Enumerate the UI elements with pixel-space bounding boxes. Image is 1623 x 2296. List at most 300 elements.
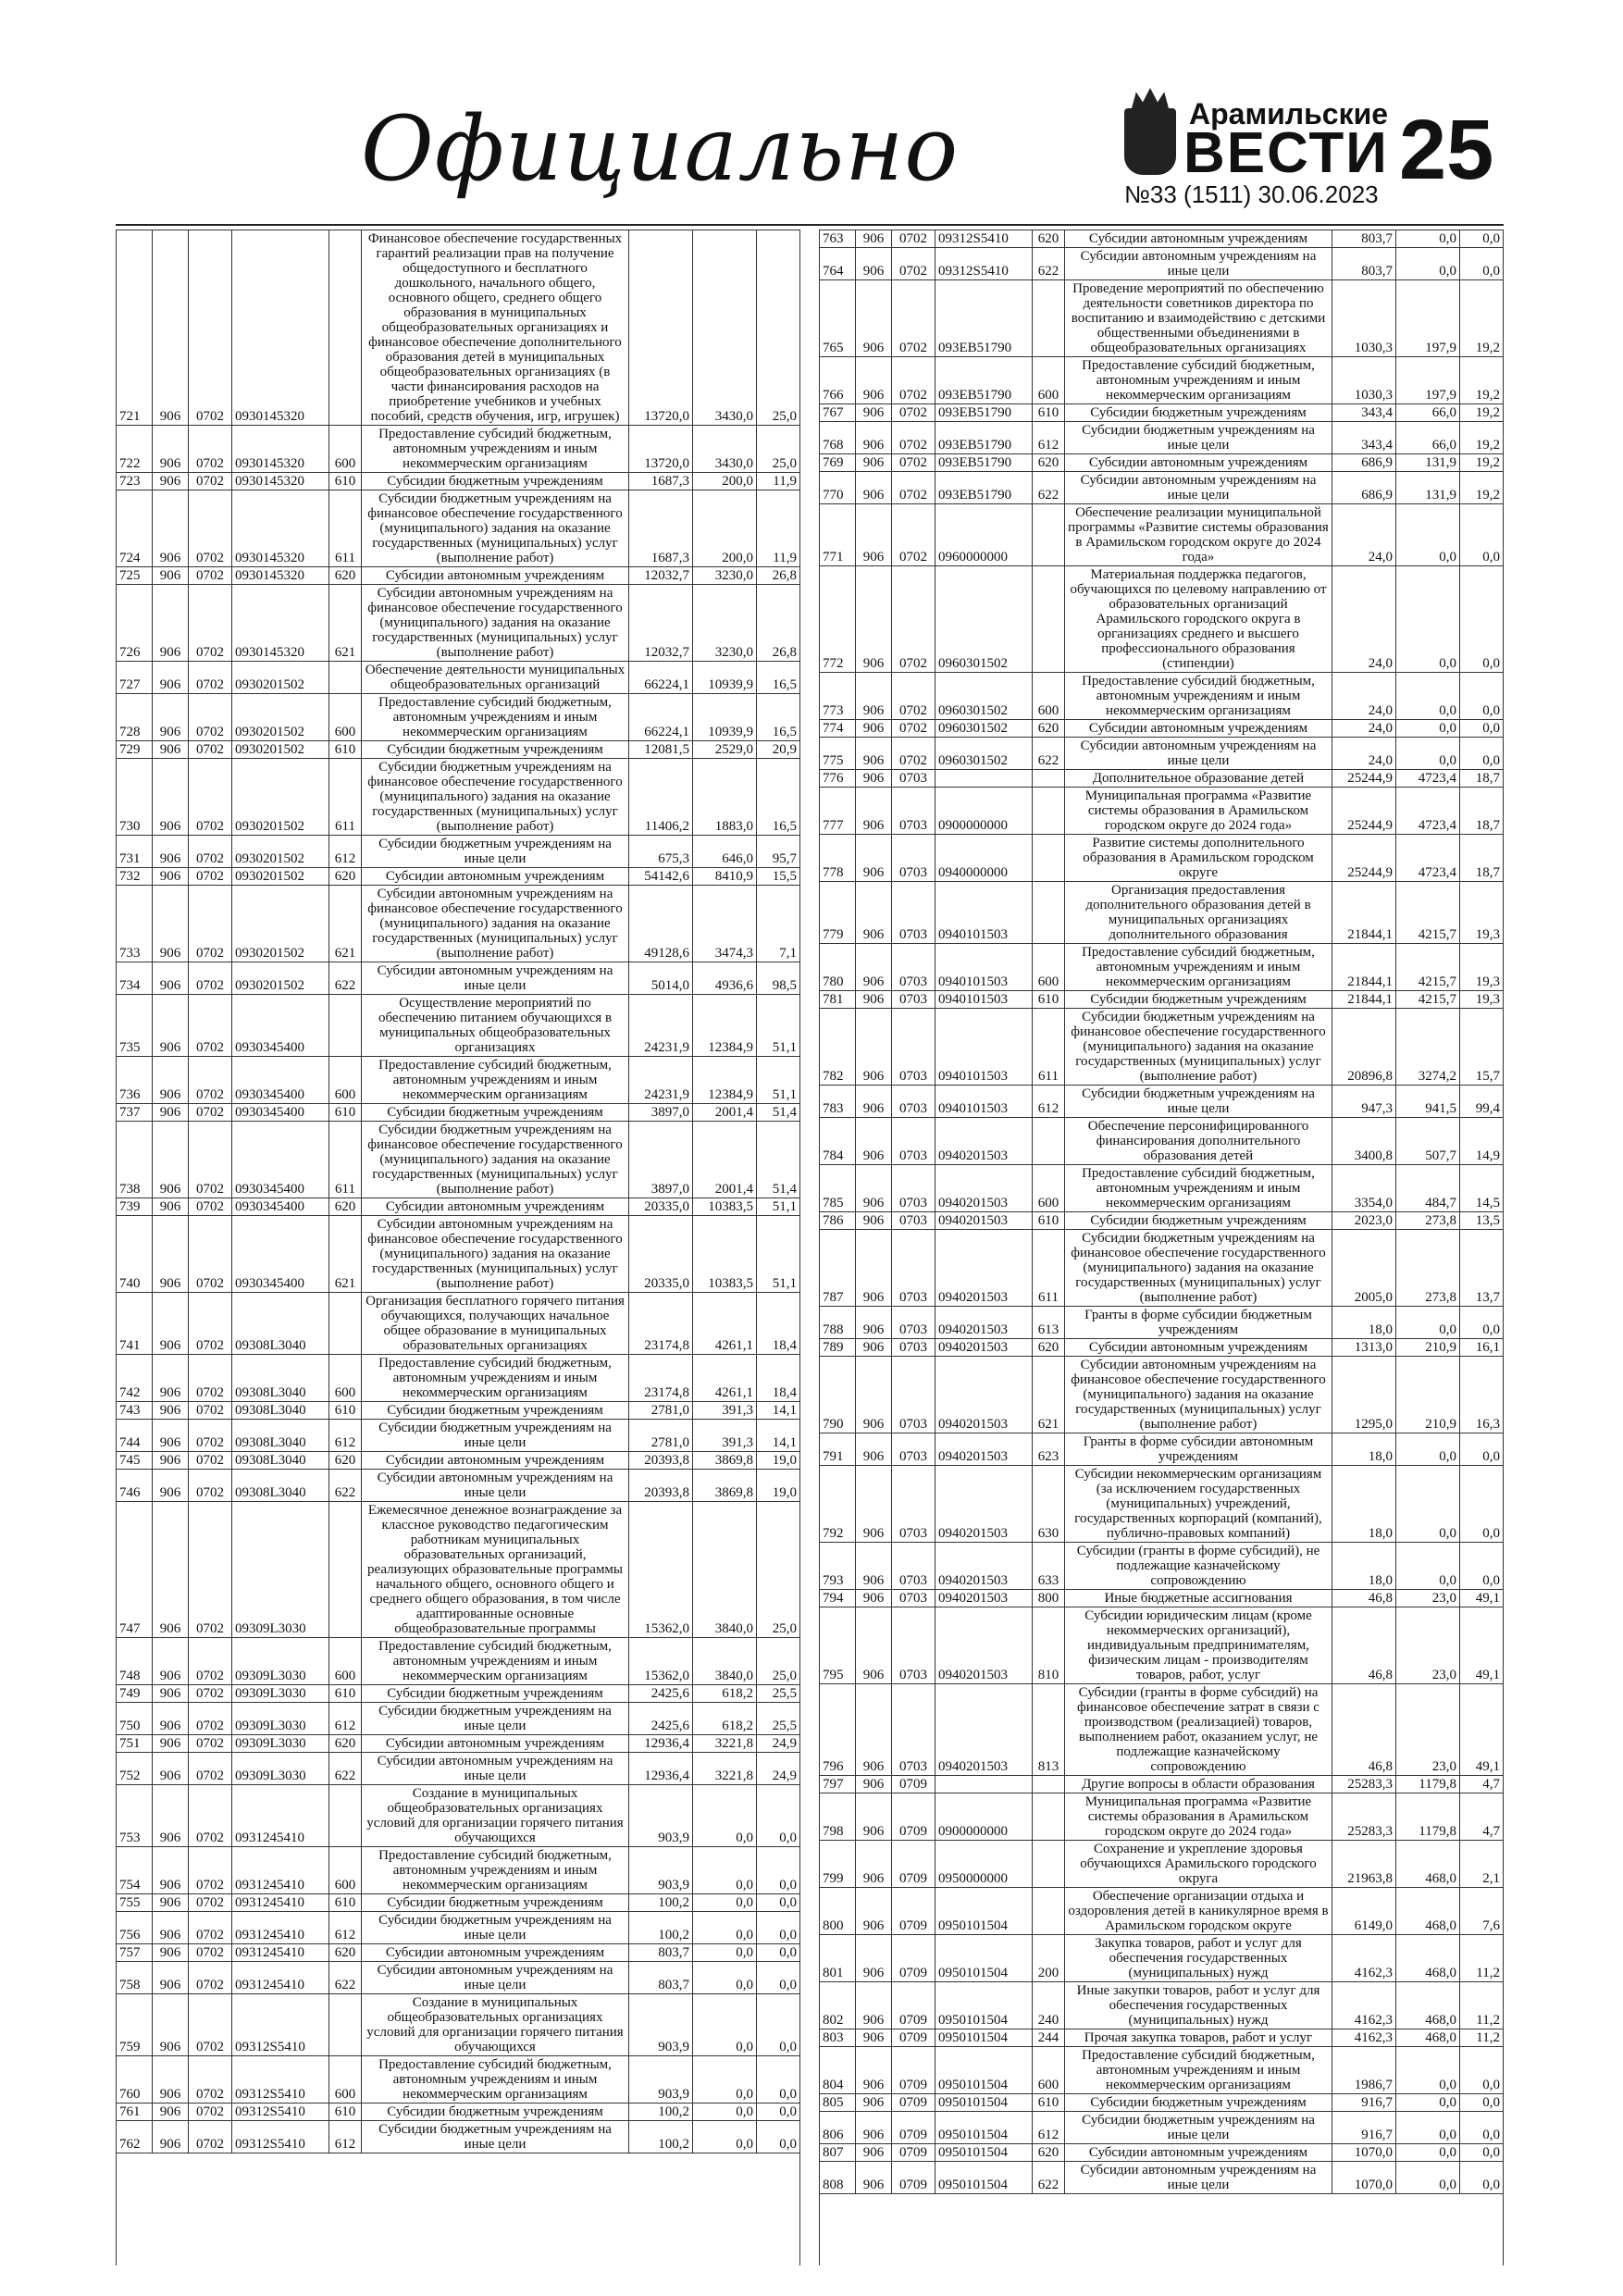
item-name: Субсидии бюджетным учреждениям на финансовое обеспечение государственного (муниципального) задания на оказание государственных (муниципальных) услуг (выполнение работ) <box>362 490 629 567</box>
target-code: 09308L3040 <box>232 1293 329 1355</box>
approved-amount: 686,9 <box>1332 472 1396 504</box>
item-name: Субсидии бюджетным учреждениям на иные цели <box>362 1420 629 1452</box>
ministry-code: 906 <box>856 280 892 357</box>
ministry-code: 906 <box>856 1543 892 1590</box>
table-row <box>820 2094 1504 2112</box>
issue-number: №33 (1511) 30.06.2023 <box>1124 180 1379 208</box>
section-code: 0702 <box>189 1735 232 1753</box>
section-code: 0702 <box>189 1470 232 1502</box>
target-code: 0940201503 <box>935 1230 1033 1307</box>
approved-amount: 2005,0 <box>1332 1230 1396 1307</box>
row-number: 750 <box>117 1703 153 1735</box>
row-number: 798 <box>820 1793 856 1841</box>
section-code: 0702 <box>189 962 232 995</box>
expense-type: 610 <box>329 2104 362 2121</box>
section-code: 0703 <box>892 944 935 991</box>
row-number: 780 <box>820 944 856 991</box>
expense-type: 612 <box>1033 422 1065 454</box>
target-code: 0900000000 <box>935 1793 1033 1841</box>
executed-amount: 12384,9 <box>693 1057 757 1104</box>
table-row <box>117 1057 800 1104</box>
row-number: 766 <box>820 357 856 404</box>
item-name: Субсидии бюджетным учреждениям на иные цели <box>362 2121 629 2153</box>
execution-percent: 19,3 <box>1460 882 1504 944</box>
section-code: 0709 <box>892 2162 935 2194</box>
expense-type: 612 <box>329 1420 362 1452</box>
approved-amount: 21844,1 <box>1332 944 1396 991</box>
section-code: 0709 <box>892 1776 935 1793</box>
target-code: 0960301502 <box>935 720 1033 738</box>
table-row <box>117 1785 800 1847</box>
execution-percent: 0,0 <box>1460 2162 1504 2194</box>
table-row <box>820 404 1504 422</box>
executed-amount: 4723,4 <box>1396 788 1460 835</box>
item-name: Субсидии бюджетным учреждениям на иные цели <box>1065 1086 1332 1118</box>
executed-amount: 3221,8 <box>693 1735 757 1753</box>
target-code: 0930145320 <box>232 567 329 585</box>
approved-amount: 12936,4 <box>629 1735 693 1753</box>
expense-type <box>329 1785 362 1847</box>
approved-amount: 18,0 <box>1332 1466 1396 1543</box>
section-code: 0702 <box>892 673 935 720</box>
approved-amount: 25283,3 <box>1332 1793 1396 1841</box>
executed-amount: 2529,0 <box>693 741 757 759</box>
section-code: 0702 <box>189 1847 232 1894</box>
approved-amount: 13720,0 <box>629 426 693 473</box>
row-number: 807 <box>820 2144 856 2162</box>
ministry-code: 906 <box>856 1230 892 1307</box>
section-code: 0702 <box>189 1912 232 1944</box>
item-name: Дополнительное образование детей <box>1065 770 1332 788</box>
table-row <box>820 1165 1504 1212</box>
table-row <box>117 426 800 473</box>
ministry-code: 906 <box>153 473 189 490</box>
expense-type: 610 <box>1033 2094 1065 2112</box>
approved-amount: 2425,6 <box>629 1685 693 1703</box>
section-code: 0709 <box>892 2029 935 2047</box>
section-code: 0709 <box>892 1888 935 1935</box>
ministry-code: 906 <box>856 504 892 566</box>
approved-amount: 4162,3 <box>1332 1982 1396 2029</box>
target-code: 0950101504 <box>935 1935 1033 1982</box>
execution-percent: 19,2 <box>1460 472 1504 504</box>
item-name: Предоставление субсидий бюджетным, автономным учреждениям и иным некоммерческим организациям <box>1065 673 1332 720</box>
execution-percent: 26,8 <box>757 585 800 662</box>
section-code: 0702 <box>892 248 935 280</box>
table-row <box>117 1293 800 1355</box>
approved-amount: 13720,0 <box>629 230 693 426</box>
item-name: Субсидии автономным учреждениям на финансовое обеспечение государственного (муниципального) задания на оказание государственных (муниципальных) услуг (выполнение работ) <box>362 886 629 962</box>
execution-percent: 0,0 <box>1460 248 1504 280</box>
executed-amount: 0,0 <box>693 1847 757 1894</box>
section-code: 0702 <box>189 1104 232 1122</box>
table-row <box>820 248 1504 280</box>
executed-amount: 4723,4 <box>1396 835 1460 882</box>
item-name: Субсидии автономным учреждениям на иные цели <box>1065 2162 1332 2194</box>
target-code: 0930145320 <box>232 230 329 426</box>
executed-amount: 3274,2 <box>1396 1009 1460 1086</box>
target-code: 09308L3040 <box>232 1420 329 1452</box>
table-row <box>117 1847 800 1894</box>
section-code: 0702 <box>189 1420 232 1452</box>
approved-amount: 3400,8 <box>1332 1118 1396 1165</box>
section-code: 0709 <box>892 2094 935 2112</box>
execution-percent: 0,0 <box>757 1894 800 1912</box>
table-row <box>117 1753 800 1785</box>
target-code: 09309L3030 <box>232 1703 329 1735</box>
row-number: 781 <box>820 991 856 1009</box>
ministry-code: 906 <box>153 1785 189 1847</box>
section-code: 0702 <box>892 230 935 248</box>
approved-amount: 1687,3 <box>629 490 693 567</box>
executed-amount: 10939,9 <box>693 694 757 741</box>
table-row <box>117 1638 800 1685</box>
expense-type <box>1033 770 1065 788</box>
ministry-code: 906 <box>153 2056 189 2104</box>
approved-amount: 675,3 <box>629 836 693 868</box>
expense-type: 612 <box>1033 2112 1065 2144</box>
item-name: Создание в муниципальных общеобразовательных организациях условий для организации горячего питания обучающихся <box>362 1994 629 2056</box>
ministry-code: 906 <box>856 738 892 770</box>
item-name: Предоставление субсидий бюджетным, автономным учреждениям и иным некоммерческим организациям <box>362 694 629 741</box>
table-row <box>117 995 800 1057</box>
section-code: 0703 <box>892 1212 935 1230</box>
approved-amount: 1030,3 <box>1332 357 1396 404</box>
approved-amount: 3897,0 <box>629 1122 693 1198</box>
table-row <box>820 454 1504 472</box>
target-code: 0930201502 <box>232 662 329 694</box>
target-code: 0950101504 <box>935 1982 1033 2029</box>
section-code: 0702 <box>892 738 935 770</box>
item-name: Субсидии бюджетным учреждениям на иные цели <box>1065 2112 1332 2144</box>
table-row <box>117 230 800 426</box>
row-number: 772 <box>820 566 856 673</box>
row-number: 724 <box>117 490 153 567</box>
target-code: 093EB51790 <box>935 357 1033 404</box>
approved-amount: 3897,0 <box>629 1104 693 1122</box>
row-number: 791 <box>820 1433 856 1466</box>
execution-percent: 19,0 <box>757 1470 800 1502</box>
expense-type: 613 <box>1033 1307 1065 1339</box>
target-code: 0931245410 <box>232 1894 329 1912</box>
table-row <box>117 1912 800 1944</box>
target-code: 093EB51790 <box>935 472 1033 504</box>
executed-amount: 646,0 <box>693 836 757 868</box>
approved-amount: 2781,0 <box>629 1402 693 1420</box>
table-row <box>820 882 1504 944</box>
item-name: Субсидии автономным учреждениям <box>362 1198 629 1216</box>
section-code: 0702 <box>189 995 232 1057</box>
executed-amount: 468,0 <box>1396 2029 1460 2047</box>
executed-amount: 200,0 <box>693 473 757 490</box>
ministry-code: 906 <box>856 1607 892 1684</box>
executed-amount: 4936,6 <box>693 962 757 995</box>
expense-type: 620 <box>329 868 362 886</box>
execution-percent: 2,1 <box>1460 1841 1504 1888</box>
item-name: Материальная поддержка педагогов, обучающихся по целевому направлению от образовательных организаций Арамильского городского округа в организациях среднего и высшего профессионального образования (стипендии) <box>1065 566 1332 673</box>
item-name: Субсидии (гранты в форме субсидий), не подлежащие казначейскому сопровождению <box>1065 1543 1332 1590</box>
executed-amount: 8410,9 <box>693 868 757 886</box>
item-name: Субсидии бюджетным учреждениям <box>362 2104 629 2121</box>
table-row <box>820 788 1504 835</box>
ministry-code: 906 <box>153 1122 189 1198</box>
approved-amount: 903,9 <box>629 1847 693 1894</box>
expense-type: 620 <box>1033 720 1065 738</box>
executed-amount: 0,0 <box>693 1962 757 1994</box>
expense-type <box>329 1994 362 2056</box>
target-code: 0930345400 <box>232 1057 329 1104</box>
ministry-code: 906 <box>153 1420 189 1452</box>
executed-amount: 0,0 <box>1396 1466 1460 1543</box>
execution-percent: 0,0 <box>1460 738 1504 770</box>
section-code: 0709 <box>892 1935 935 1982</box>
expense-type <box>329 1502 362 1638</box>
ministry-code: 906 <box>856 1165 892 1212</box>
row-number: 794 <box>820 1590 856 1607</box>
target-code: 0940201503 <box>935 1590 1033 1607</box>
table-row <box>117 1994 800 2056</box>
table-row <box>820 230 1504 248</box>
expense-type: 622 <box>329 1470 362 1502</box>
section-code: 0709 <box>892 2112 935 2144</box>
item-name: Финансовое обеспечение государственных гарантий реализации прав на получение общедоступного и бесплатного дошкольного, начального общего, основного общего, среднего общего образования в муниципальных общеобразовательных организациях и финансовое обеспечение дополнительного образования детей в муниципальных общеобразовательных организациях (в части финансирования расходов на приобретение учебников и учебных пособий, средств обучения, игр, игрушек) <box>362 230 629 426</box>
section-code: 0709 <box>892 1982 935 2029</box>
row-number: 805 <box>820 2094 856 2112</box>
ministry-code: 906 <box>856 1935 892 1982</box>
target-code: 0940201503 <box>935 1307 1033 1339</box>
target-code: 0940201503 <box>935 1357 1033 1433</box>
row-number: 802 <box>820 1982 856 2029</box>
target-code: 093EB51790 <box>935 404 1033 422</box>
expense-type: 630 <box>1033 1466 1065 1543</box>
item-name: Создание в муниципальных общеобразовательных организациях условий для организации горячего питания обучающихся <box>362 1785 629 1847</box>
row-number: 765 <box>820 280 856 357</box>
approved-amount: 803,7 <box>629 1944 693 1962</box>
section-code: 0702 <box>189 662 232 694</box>
table-row <box>117 473 800 490</box>
table-row <box>820 1433 1504 1466</box>
section-code: 0702 <box>189 585 232 662</box>
table-row <box>117 1402 800 1420</box>
table-row <box>117 2056 800 2104</box>
execution-percent: 49,1 <box>1460 1607 1504 1684</box>
expense-type: 600 <box>1033 944 1065 991</box>
row-number: 763 <box>820 230 856 248</box>
item-name: Субсидии автономным учреждениям <box>1065 230 1332 248</box>
target-code: 0940101503 <box>935 882 1033 944</box>
approved-amount: 100,2 <box>629 1894 693 1912</box>
execution-percent: 51,1 <box>757 1198 800 1216</box>
expense-type: 620 <box>329 1944 362 1962</box>
ministry-code: 906 <box>856 566 892 673</box>
execution-percent: 99,4 <box>1460 1086 1504 1118</box>
execution-percent: 14,1 <box>757 1420 800 1452</box>
table-row <box>117 1355 800 1402</box>
expense-type: 610 <box>1033 1212 1065 1230</box>
brand-big: ВЕСТИ <box>1183 121 1389 185</box>
item-name: Гранты в форме субсидии автономным учреждениям <box>1065 1433 1332 1466</box>
expense-type <box>329 230 362 426</box>
table-row <box>820 1776 1504 1793</box>
target-code: 0930345400 <box>232 1216 329 1293</box>
row-number: 722 <box>117 426 153 473</box>
expense-type: 622 <box>329 1753 362 1785</box>
executed-amount: 4215,7 <box>1396 991 1460 1009</box>
row-number: 778 <box>820 835 856 882</box>
executed-amount: 468,0 <box>1396 1841 1460 1888</box>
expense-type <box>1033 280 1065 357</box>
ministry-code: 906 <box>153 1994 189 2056</box>
table-row <box>820 1212 1504 1230</box>
table-row <box>117 1894 800 1912</box>
expense-type <box>1033 788 1065 835</box>
execution-percent: 18,4 <box>757 1293 800 1355</box>
approved-amount: 46,8 <box>1332 1590 1396 1607</box>
expense-type: 610 <box>329 473 362 490</box>
expense-type: 620 <box>329 1452 362 1470</box>
execution-percent: 0,0 <box>1460 1307 1504 1339</box>
approved-amount: 12081,5 <box>629 741 693 759</box>
execution-percent: 15,5 <box>757 868 800 886</box>
table-row <box>820 1086 1504 1118</box>
executed-amount: 197,9 <box>1396 280 1460 357</box>
row-number: 747 <box>117 1502 153 1638</box>
row-number: 786 <box>820 1212 856 1230</box>
table-row <box>117 1104 800 1122</box>
target-code: 0940201503 <box>935 1607 1033 1684</box>
item-name: Организация предоставления дополнительного образования детей в муниципальных организациях дополнительного образования <box>1065 882 1332 944</box>
target-code: 09308L3040 <box>232 1355 329 1402</box>
execution-percent: 0,0 <box>1460 1466 1504 1543</box>
execution-percent: 0,0 <box>757 1994 800 2056</box>
section-code: 0702 <box>892 566 935 673</box>
expense-type: 600 <box>329 1057 362 1104</box>
item-name: Субсидии бюджетным учреждениям на финансовое обеспечение государственного (муниципального) задания на оказание государственных (муниципальных) услуг (выполнение работ) <box>362 759 629 836</box>
table-row <box>820 1339 1504 1357</box>
item-name: Субсидии автономным учреждениям <box>362 1944 629 1962</box>
executed-amount: 4261,1 <box>693 1355 757 1402</box>
target-code: 09312S5410 <box>935 230 1033 248</box>
expense-type: 610 <box>1033 404 1065 422</box>
expense-type: 621 <box>329 886 362 962</box>
target-code: 09312S5410 <box>232 2056 329 2104</box>
expense-type <box>329 662 362 694</box>
execution-percent: 19,2 <box>1460 422 1504 454</box>
item-name: Предоставление субсидий бюджетным, автономным учреждениям и иным некоммерческим организациям <box>1065 944 1332 991</box>
item-name: Иные бюджетные ассигнования <box>1065 1590 1332 1607</box>
section-code: 0702 <box>189 836 232 868</box>
target-code: 0930345400 <box>232 995 329 1057</box>
target-code: 09308L3040 <box>232 1452 329 1470</box>
executed-amount: 2001,4 <box>693 1104 757 1122</box>
execution-percent: 0,0 <box>1460 720 1504 738</box>
section-code: 0702 <box>189 1293 232 1355</box>
table-row <box>820 738 1504 770</box>
table-row <box>820 1793 1504 1841</box>
approved-amount: 24,0 <box>1332 566 1396 673</box>
execution-percent: 16,5 <box>757 694 800 741</box>
approved-amount: 20335,0 <box>629 1216 693 1293</box>
approved-amount: 2781,0 <box>629 1420 693 1452</box>
section-code: 0703 <box>892 1607 935 1684</box>
expense-type <box>329 995 362 1057</box>
target-code: 0940201503 <box>935 1433 1033 1466</box>
ministry-code: 906 <box>153 962 189 995</box>
section-code: 0703 <box>892 1543 935 1590</box>
section-code: 0702 <box>189 473 232 490</box>
table-row <box>820 1841 1504 1888</box>
executed-amount: 0,0 <box>693 2056 757 2104</box>
ministry-code: 906 <box>856 720 892 738</box>
ministry-code: 906 <box>856 472 892 504</box>
item-name: Обеспечение организации отдыха и оздоровления детей в каникулярное время в Арамильском городском округе <box>1065 1888 1332 1935</box>
ministry-code: 906 <box>856 1982 892 2029</box>
row-number: 801 <box>820 1935 856 1982</box>
item-name: Субсидии автономным учреждениям <box>1065 1339 1332 1357</box>
budget-table-left <box>116 230 800 2153</box>
expense-type: 800 <box>1033 1590 1065 1607</box>
target-code: 0930201502 <box>232 741 329 759</box>
executed-amount: 0,0 <box>1396 504 1460 566</box>
executed-amount: 3869,8 <box>693 1452 757 1470</box>
ministry-code: 906 <box>153 1057 189 1104</box>
execution-percent: 26,8 <box>757 567 800 585</box>
item-name: Закупка товаров, работ и услуг для обеспечения государственных (муниципальных) нужд <box>1065 1935 1332 1982</box>
executed-amount: 391,3 <box>693 1402 757 1420</box>
item-name: Гранты в форме субсидии бюджетным учреждениям <box>1065 1307 1332 1339</box>
item-name: Развитие системы дополнительного образования в Арамильском городском округе <box>1065 835 1332 882</box>
table-row <box>820 357 1504 404</box>
table-row <box>820 280 1504 357</box>
target-code: 09308L3040 <box>232 1470 329 1502</box>
target-code: 0940201503 <box>935 1339 1033 1357</box>
target-code: 0900000000 <box>935 788 1033 835</box>
target-code: 0931245410 <box>232 1912 329 1944</box>
execution-percent: 15,7 <box>1460 1009 1504 1086</box>
section-code: 0702 <box>189 1753 232 1785</box>
row-number: 723 <box>117 473 153 490</box>
approved-amount: 1030,3 <box>1332 280 1396 357</box>
row-number: 779 <box>820 882 856 944</box>
ministry-code: 906 <box>856 1357 892 1433</box>
target-code: 09308L3040 <box>232 1402 329 1420</box>
row-number: 800 <box>820 1888 856 1935</box>
expense-type: 622 <box>1033 738 1065 770</box>
target-code: 0931245410 <box>232 1785 329 1847</box>
executed-amount: 484,7 <box>1396 1165 1460 1212</box>
target-code: 0930345400 <box>232 1198 329 1216</box>
row-number: 783 <box>820 1086 856 1118</box>
row-number: 760 <box>117 2056 153 2104</box>
execution-percent: 18,7 <box>1460 788 1504 835</box>
section-code: 0703 <box>892 991 935 1009</box>
section-code: 0703 <box>892 788 935 835</box>
row-number: 734 <box>117 962 153 995</box>
table-row <box>117 741 800 759</box>
section-code: 0702 <box>189 1685 232 1703</box>
approved-amount: 803,7 <box>1332 230 1396 248</box>
expense-type: 612 <box>329 1912 362 1944</box>
approved-amount: 1986,7 <box>1332 2047 1396 2094</box>
executed-amount: 0,0 <box>1396 248 1460 280</box>
execution-percent: 24,9 <box>757 1735 800 1753</box>
ministry-code: 906 <box>856 2094 892 2112</box>
ministry-code: 906 <box>153 759 189 836</box>
table-row <box>117 1420 800 1452</box>
row-number: 790 <box>820 1357 856 1433</box>
row-number: 773 <box>820 673 856 720</box>
table-row <box>117 1735 800 1753</box>
